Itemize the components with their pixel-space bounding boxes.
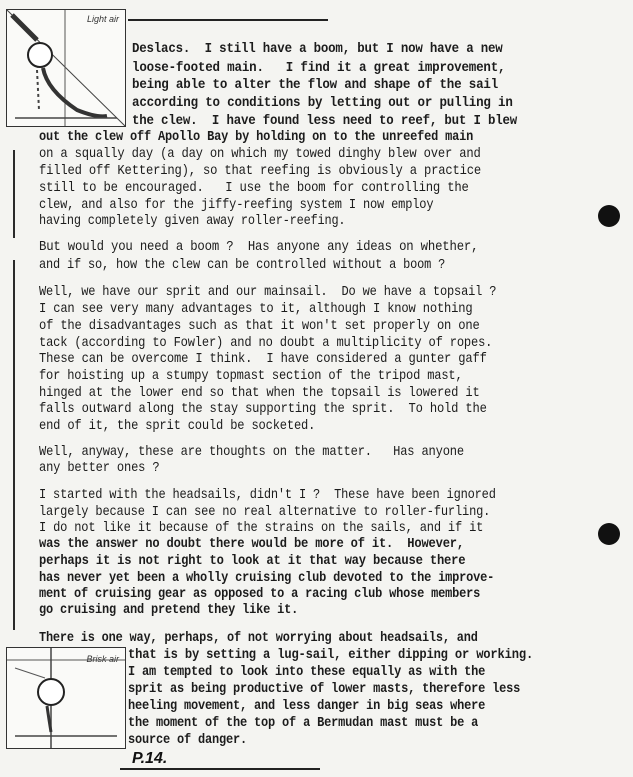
text-line: the moment of the top of a Bermudan mast must be a [128,716,479,731]
text-line: on a squally day (a day on which my towed dinghy blew over and [39,147,481,162]
text-line: and if so, how the clew can be controlled without a boom ? [39,258,446,273]
text-line: loose-footed main. I find it a great improvement, [132,61,506,76]
light-air-illustration [6,9,126,127]
text-line: still to be encouraged. I use the boom for controlling the [39,181,469,196]
text-line: I started with the headsails, didn't I ? These have been ignored [39,488,496,503]
text-line: out the clew off Apollo Bay by holding on to the unreefed main [39,130,474,145]
light-air-label: Light air [86,14,119,24]
punch-hole-top [598,205,620,227]
text-line: for hoisting up a stumpy topmast section of the tripod mast, [39,369,463,384]
text-line: heeling movement, and less danger in big seas where [128,699,486,714]
text-line: I can see very many advantages to it, although I know nothing [39,302,473,317]
left-margin-rule-upper [13,150,15,238]
text-line: that is by setting a lug-sail, either dipping or working. [128,648,534,663]
text-line: hinged at the lower end so that when the topsail is lowered it [39,386,480,401]
text-line: according to conditions by letting out or pulling in [132,96,513,111]
left-margin-rule-lower [13,260,15,630]
text-line: These can be overcome I think. I have considered a gunter gaff [39,352,487,367]
top-rule [128,19,328,21]
text-line: has never yet been a wholly cruising club devoted to the improve- [39,571,495,586]
text-line: having completely given away roller-reefing. [39,214,346,229]
text-line: Well, we have our sprit and our mainsail. Do we have a topsail ? [39,285,497,300]
text-line: was the answer no doubt there would be more of it. However, [39,537,464,552]
text-line: any better ones ? [39,461,160,476]
text-line: tack (according to Fowler) and no doubt a multiplicity of ropes. [39,336,493,351]
text-line: filled off Kettering), so that reefing is obviously a practice [39,164,482,179]
text-line: I am tempted to look into these equally as with the [128,665,486,680]
text-line: source of danger. [128,733,248,748]
text-line: end of it, the sprit could be socketed. [39,419,316,434]
text-line: perhaps it is not right to look at it that way because there [39,554,466,569]
text-line: go cruising and pretend they like it. [39,603,299,618]
text-line: Well, anyway, these are thoughts on the matter. Has anyone [39,445,464,460]
text-line: ment of cruising gear as opposed to a racing club whose members [39,587,481,602]
text-line: falls outward along the stay supporting the sprit. To hold the [39,402,487,417]
text-line: clew, and also for the jiffy-reefing system I now employ [39,198,434,213]
text-line: sprit as being productive of lower masts, therefore less [128,682,521,697]
text-line: largely because I can see no real alternative to roller-furling. [39,505,491,520]
text-line: Deslacs. I still have a boom, but I now have a new [132,42,503,57]
brisk-air-label: Brisk air [86,654,119,664]
text-line: being able to alter the flow and shape of the sail [132,78,499,93]
sail-diagram-icon [7,648,125,748]
sail-diagram-icon [7,10,125,126]
text-line: There is one way, perhaps, of not worrying about headsails, and [39,631,478,646]
page-number: P.14. [132,750,168,767]
text-line: But would you need a boom ? Has anyone any ideas on whether, [39,240,479,255]
punch-hole-bottom [598,523,620,545]
text-line: I do not like it because of the strains on the sails, and if it [39,521,484,536]
brisk-air-illustration [6,647,126,749]
text-line: the clew. I have found less need to reef, but I blew [132,114,518,129]
bottom-rule [120,768,320,770]
text-line: of the disadvantages such as that it won't set properly on one [39,319,480,334]
